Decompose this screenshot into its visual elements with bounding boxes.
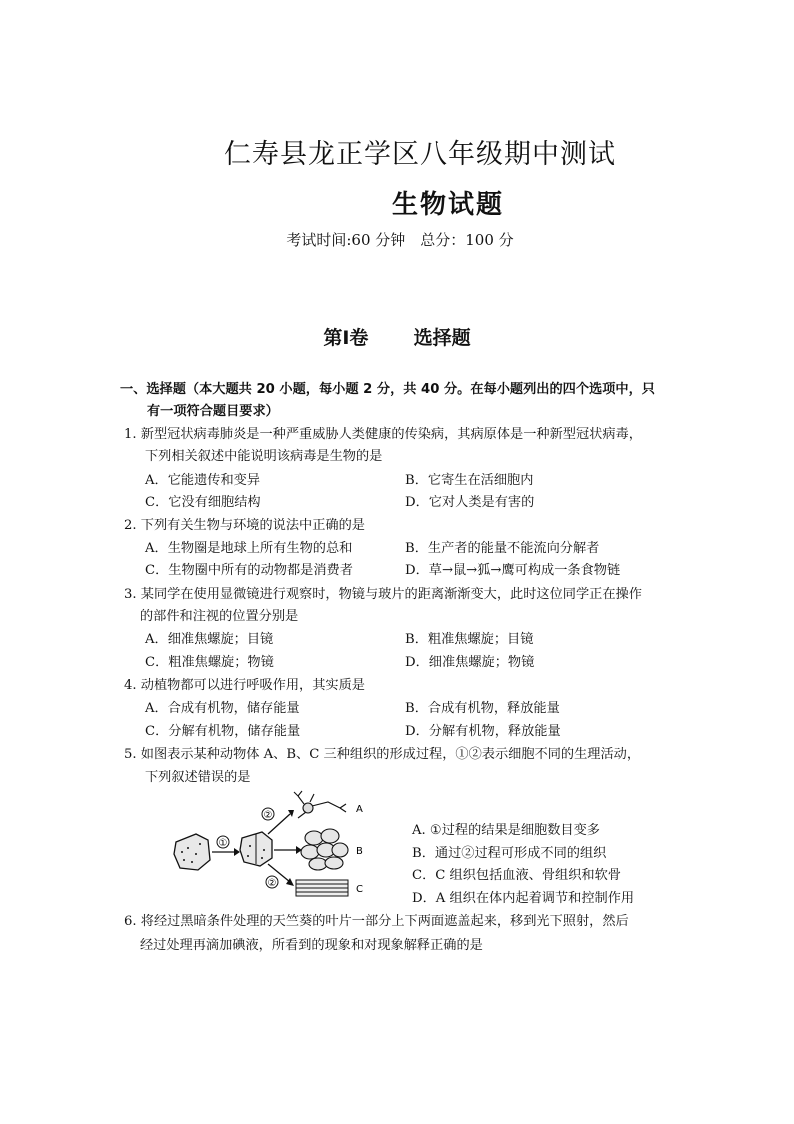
- question-3-option-b: B．粗准焦螺旋；目镜: [405, 632, 534, 647]
- tissue-b-cluster: [301, 829, 348, 870]
- question-4-option-c: C．分解有机物，储存能量: [145, 724, 301, 739]
- question-5-line1: 5. 如图表示某种动物体 A、B、C 三种组织的形成过程，①②表示细胞不同的生理活动，: [124, 747, 641, 762]
- question-5-line2: 下列叙述错误的是: [145, 770, 251, 785]
- question-6-line1: 6. 将经过黑暗条件处理的天竺葵的叶片一部分上下两面遮盖起来，移到光下照射，然后: [124, 914, 629, 929]
- question-3-option-d: D．细准焦螺旋；物镜: [405, 655, 535, 670]
- question-4-option-d: D．分解有机物，释放能量: [405, 724, 561, 739]
- question-3-line2: 的部件和注视的位置分别是: [140, 609, 299, 624]
- section-header-line1: 一、选择题（本大题共 20 小题，每小题 2 分，共 40 分。在每小题列出的四个选项中，只: [120, 382, 655, 397]
- section-name: 选择题: [413, 327, 471, 349]
- tissue-formation-figure: [168, 790, 388, 910]
- question-5-option-a: A. ①过程的结果是细胞数目变多: [412, 823, 600, 838]
- question-3-option-c: C．粗准焦螺旋；物镜: [145, 655, 274, 670]
- question-1-line2: 下列相关叙述中能说明该病毒是生物的是: [145, 449, 383, 464]
- question-2-option-a: A．生物圈是地球上所有生物的总和: [145, 541, 353, 556]
- exam-info: 考试时间:60 分钟 总分：100 分: [286, 231, 514, 249]
- question-4-option-a: A．合成有机物，储存能量: [145, 701, 300, 716]
- tissue-a-label: A: [356, 804, 363, 815]
- question-5-option-d: D．A 组织在体内起着调节和控制作用: [412, 891, 635, 906]
- tissue-b-label: B: [356, 846, 363, 857]
- question-3-line1: 3. 某同学在使用显微镜进行观察时，物镜与玻片的距离渐渐变大，此时这位同学正在操作: [124, 587, 642, 602]
- question-1-option-a: A．它能遗传和变异: [145, 473, 261, 488]
- process-2-label-top: ②: [263, 810, 273, 821]
- volume-label: 第Ⅰ卷: [323, 327, 369, 349]
- question-4-line1: 4. 动植物都可以进行呼吸作用，其实质是: [124, 678, 365, 693]
- question-3-option-a: A．细准焦螺旋；目镜: [145, 632, 274, 647]
- question-1-line1: 1. 新型冠状病毒肺炎是一种严重威胁人类健康的传染病，其病原体是一种新型冠状病毒，: [124, 427, 642, 442]
- tissue-c-label: C: [356, 884, 363, 895]
- process-2-label-bottom: ②: [267, 878, 277, 889]
- question-5-option-c: C．C 组织包括血液、骨组织和软骨: [412, 868, 621, 883]
- question-4-option-b: B．合成有机物，释放能量: [405, 701, 560, 716]
- question-2-option-b: B．生产者的能量不能流向分解者: [405, 541, 600, 556]
- tissue-c-fibres: [296, 880, 348, 896]
- subject-title: 生物试题: [391, 190, 504, 220]
- process-1-label: ①: [218, 838, 228, 849]
- question-1-option-d: D．它对人类是有害的: [405, 495, 535, 510]
- exam-title: 仁寿县龙正学区八年级期中测试: [224, 139, 616, 170]
- section-header-line2: 有一项符合题目要求）: [147, 404, 279, 419]
- question-5-option-b: B．通过②过程可形成不同的组织: [412, 846, 607, 861]
- tissue-a-neuron: [294, 791, 346, 818]
- original-cell: [174, 834, 210, 870]
- question-1-option-b: B．它寄生在活细胞内: [405, 473, 534, 488]
- question-2-option-c: C．生物圈中所有的动物都是消费者: [145, 563, 353, 578]
- question-2-option-d: D．草→鼠→狐→鹰可构成一条食物链: [405, 563, 621, 578]
- question-6-line2: 经过处理再滴加碘液，所看到的现象和对现象解释正确的是: [140, 938, 483, 953]
- section-title: [0, 323, 794, 350]
- question-1-option-c: C．它没有细胞结构: [145, 495, 261, 510]
- question-2-line1: 2. 下列有关生物与环境的说法中正确的是: [124, 518, 365, 533]
